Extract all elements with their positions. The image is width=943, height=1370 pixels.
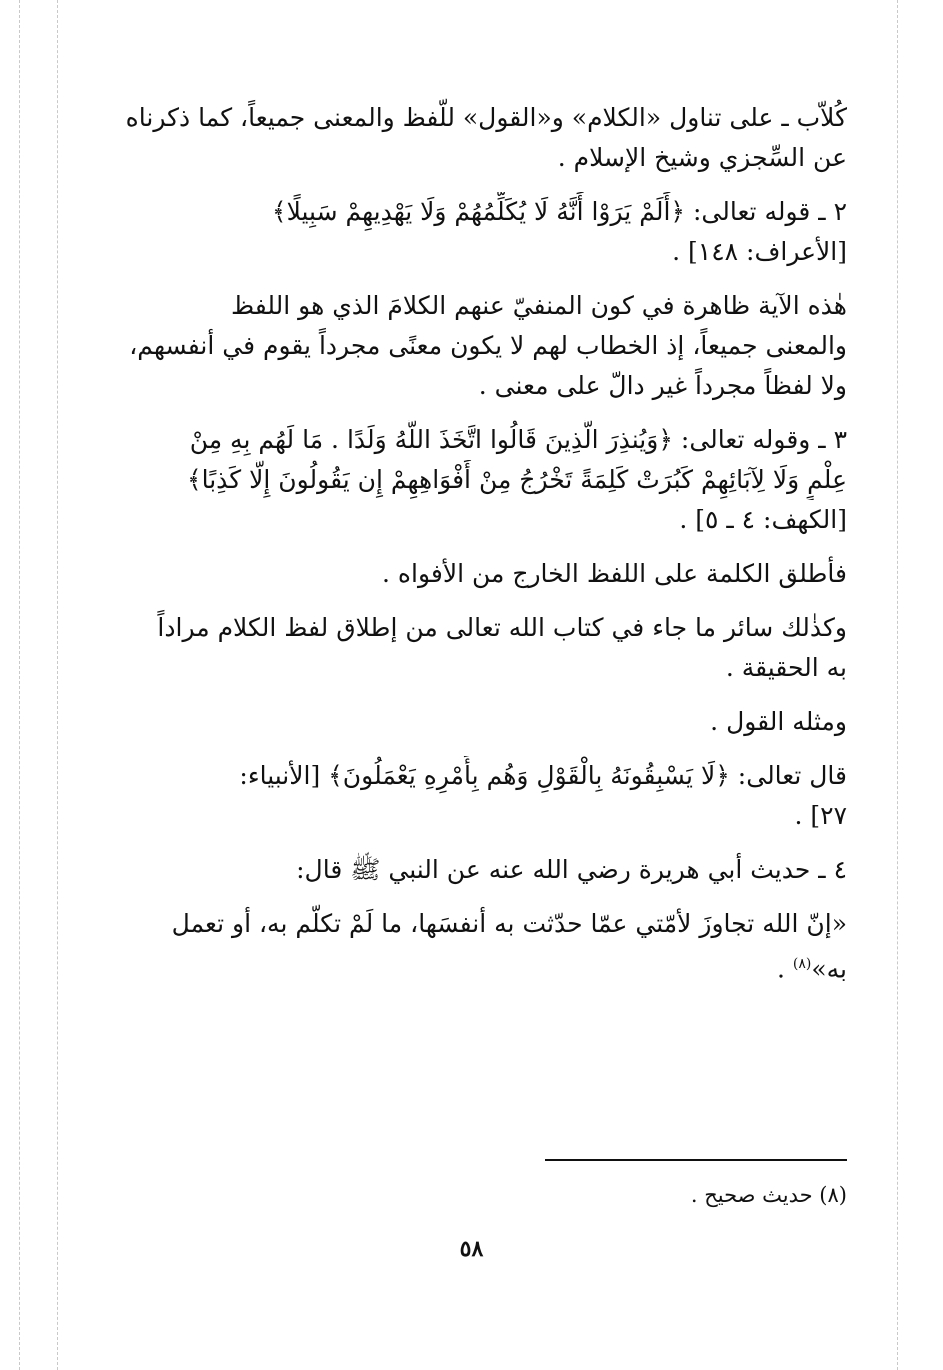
paragraph-2	[125, 192, 847, 272]
page-number: ٥٨	[459, 1236, 484, 1262]
text-line: قال تعالى: ﴿لَا يَسْبِقُونَهُ بِالْقَوْلِ وَهُم بِأَمْرِهِ يَعْمَلُونَ﴾ [الأنبياء:	[239, 761, 847, 790]
text-line: عِلْمٍ وَلَا لِآبَائِهِمْ كَبُرَتْ كَلِمَةً تَخْرُجُ مِنْ أَفْوَاهِهِمْ إِن يَقُولُونَ إِلَّا كَذِبًا﴾	[186, 465, 847, 494]
text-line: ٣ ـ وقوله تعالى: ﴿وَيُنذِرَ الَّذِينَ قَالُوا اتَّخَذَ اللَّهُ وَلَدًا . مَا لَهُم بِهِ مِنْ	[189, 425, 847, 454]
footnote: (٨) حديث صحيح .	[690, 1183, 847, 1207]
text-line: ٤ ـ حديث أبي هريرة رضي الله عنه عن النبي ﷺ قال:	[296, 855, 847, 884]
footnote-reference: (٨)	[792, 956, 812, 972]
paragraph-1	[125, 98, 847, 178]
paragraph-8	[125, 756, 847, 836]
text-line: ولا لفظاً مجرداً غير دالّ على معنى .	[478, 371, 847, 400]
line-end-period: .	[776, 954, 793, 984]
guide-line-left	[19, 0, 20, 1370]
guide-line-right	[897, 0, 898, 1370]
text-line: فأطلق الكلمة على اللفظ الخارج من الأفواه .	[382, 559, 847, 588]
text-line: والمعنى جميعاً، إذ الخطاب لهم لا يكون معنًى مجرداً يقوم في أنفسهم،	[129, 331, 847, 360]
text-line: «إنّ الله تجاوزَ لأمّتي عمّا حدّثت به أنفسَها، ما لَمْ تكلّم به، أو تعمل	[171, 909, 847, 938]
text-line: وكذٰلك سائر ما جاء في كتاب الله تعالى من إطلاق لفظ الكلام مراداً	[157, 613, 847, 642]
paragraph-3	[125, 286, 847, 406]
page-body	[125, 98, 847, 989]
paragraph-6	[125, 608, 847, 688]
text-line: عن السِّجزي وشيخ الإسلام .	[557, 143, 847, 172]
paragraph-4	[125, 420, 847, 540]
text-line: ومثله القول .	[710, 707, 847, 736]
text-line: [الكهف: ٤ ـ ٥] .	[679, 505, 847, 534]
paragraph-9	[125, 850, 847, 890]
guide-line-left-2	[57, 0, 58, 1370]
hadith-last-line	[125, 944, 847, 989]
hadith-end-text: به»	[811, 954, 847, 984]
paragraph-5	[125, 554, 847, 594]
paragraph-10	[125, 904, 847, 989]
text-line: به الحقيقة .	[725, 653, 847, 682]
text-line: هٰذه الآية ظاهرة في كون المنفيّ عنهم الكلامَ الذي هو اللفظ	[231, 291, 847, 320]
text-line: ٢٧] .	[794, 801, 847, 830]
paragraph-7	[125, 702, 847, 742]
text-line: ٢ ـ قوله تعالى: ﴿أَلَمْ يَرَوْا أَنَّهُ لَا يُكَلِّمُهُمْ وَلَا يَهْدِيهِمْ سَبِيلًا﴾	[271, 197, 847, 226]
text-line: كُلاّب ـ على تناول «الكلام» و«القول» للّفظ والمعنى جميعاً، كما ذكرناه	[125, 103, 847, 132]
footnote-divider	[545, 1159, 847, 1161]
text-line: [الأعراف: ١٤٨] .	[672, 237, 847, 266]
